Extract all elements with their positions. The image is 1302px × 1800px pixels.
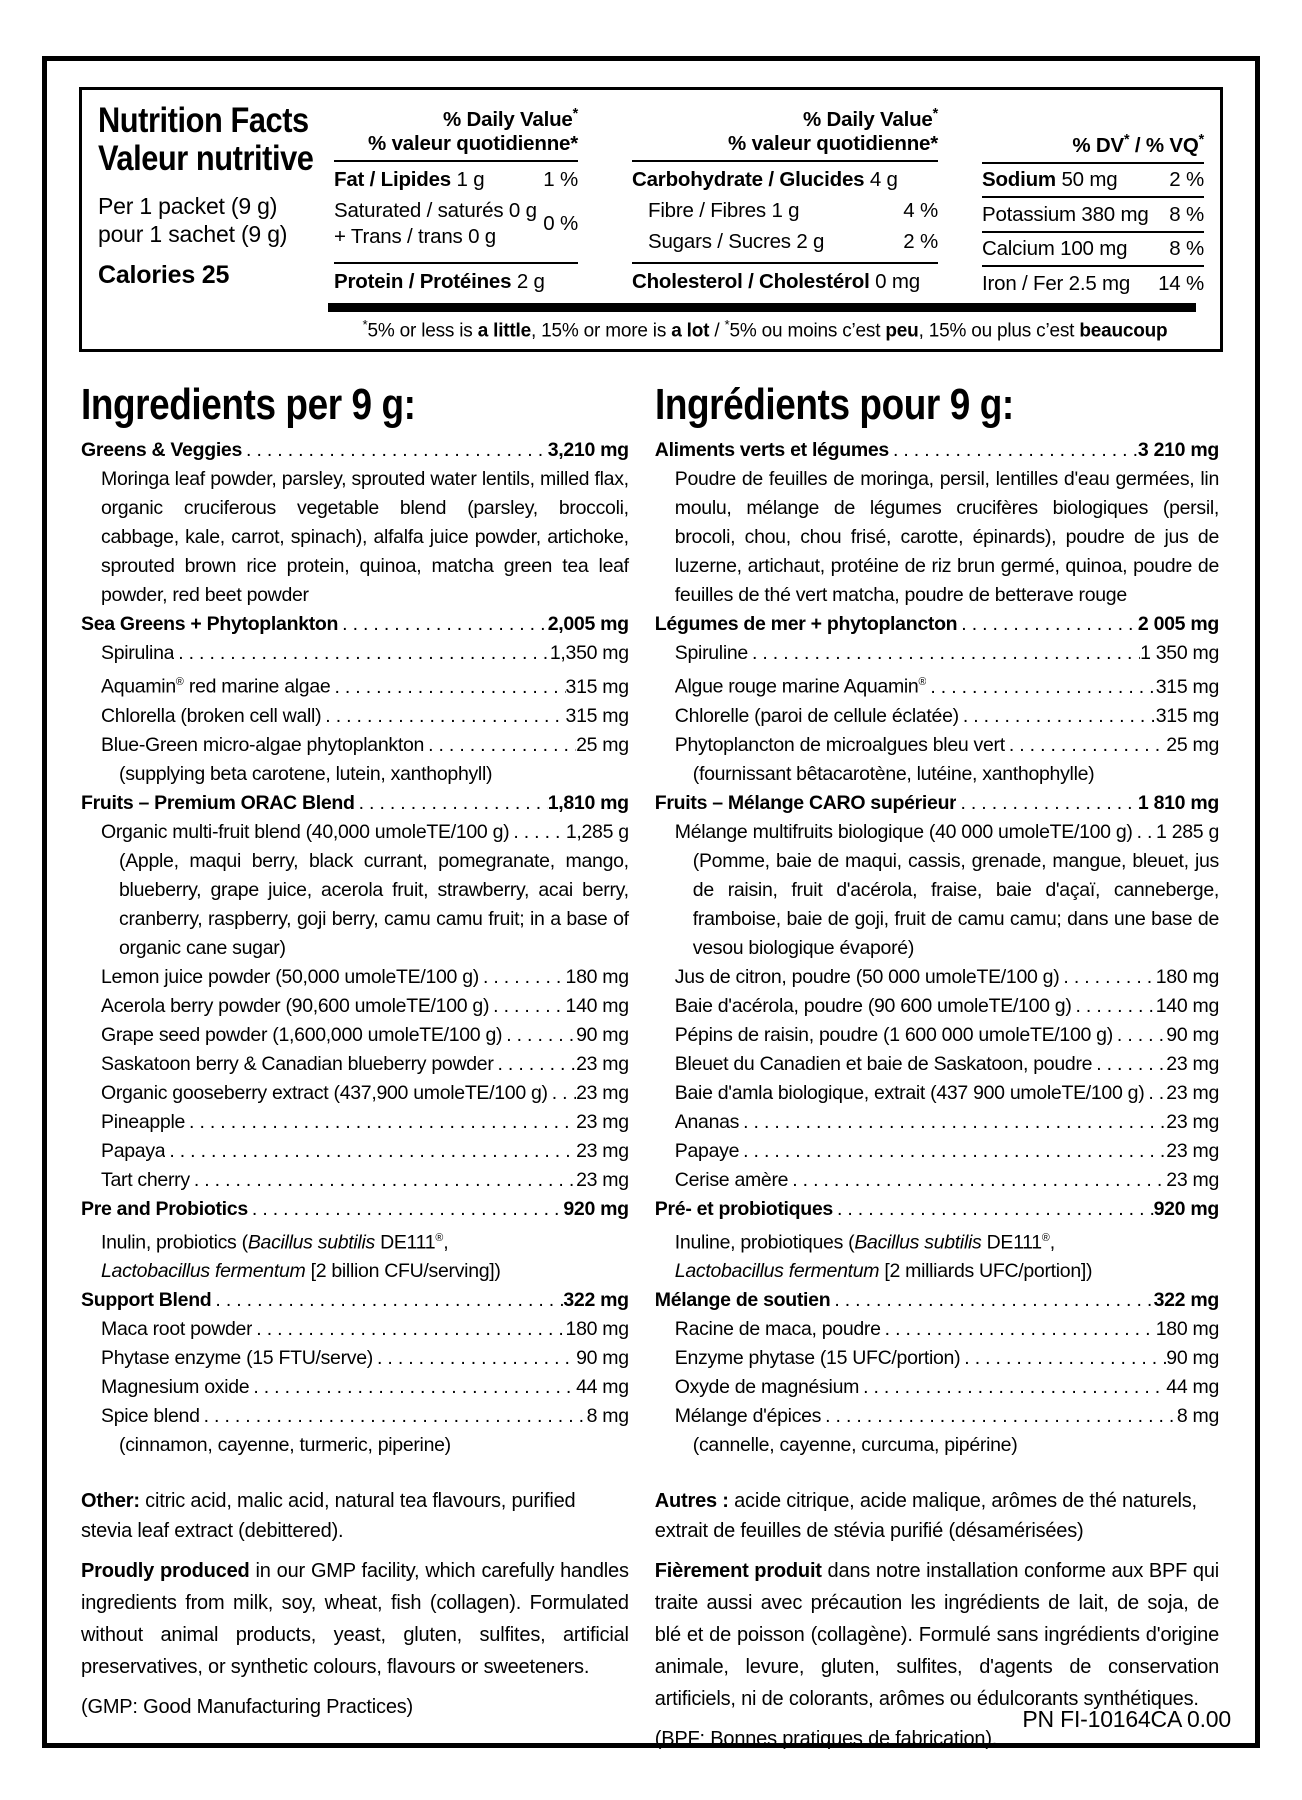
ingredient-name: Mélange d'épices xyxy=(674,1405,822,1428)
ingredient-amount: 920 mg xyxy=(563,1197,629,1220)
ingredient-name: (fournissant bêtacarotène, lutéine, xanthophylle) xyxy=(692,762,1095,785)
sodium-label: Sodium xyxy=(982,168,1056,192)
dot-leader xyxy=(190,1166,576,1195)
iron-row xyxy=(982,267,1204,300)
potassium-label: Potassium 380 mg xyxy=(982,202,1149,226)
panel-footer xyxy=(324,300,1206,349)
ingredient-name: Organic multi-fruit blend (40,000 umoleTE/100 g) xyxy=(101,820,510,843)
ingredient-amount: 322 mg xyxy=(563,1289,629,1312)
dot-leader xyxy=(489,992,565,1021)
protein-amount: 2 g xyxy=(511,270,545,293)
footnote-text: 5% or less is xyxy=(367,320,478,342)
ingredient-name: Oxyde de magnésium xyxy=(674,1376,860,1399)
dot-leader xyxy=(1144,1079,1166,1108)
dot-leader xyxy=(1059,963,1155,992)
ingredient-name: Phytase enzyme (15 FTU/serve) xyxy=(101,1347,373,1370)
ingredient-row xyxy=(81,668,629,702)
ingredient-name: Grape seed powder (1,600,000 umoleTE/100 g) xyxy=(101,1023,503,1046)
dot-leader xyxy=(926,673,1155,702)
ingredient-section-row xyxy=(655,436,1219,465)
ingredient-name: Légumes de mer + phytoplancton xyxy=(654,613,958,636)
dot-leader xyxy=(830,1286,1153,1315)
ingredient-section-row xyxy=(655,789,1219,818)
dot-leader xyxy=(1113,1021,1166,1050)
ingredient-name: Jus de citron, poudre (50 000 umoleTE/100 g) xyxy=(674,965,1060,988)
fat-dv: 1 % xyxy=(543,167,578,191)
ingredient-row xyxy=(655,1137,1219,1166)
dot-leader xyxy=(739,1108,1166,1137)
footnote-text: a little xyxy=(477,320,531,342)
footnote-text: , 15% ou plus c’est xyxy=(918,320,1080,342)
ingredient-row xyxy=(655,1315,1219,1344)
ingredient-amount: 90 mg xyxy=(1166,1347,1219,1370)
ingredient-amount: 23 mg xyxy=(1166,1052,1219,1075)
dot-leader xyxy=(889,436,1138,465)
ingredient-name: Algue rouge marine Aquamin® xyxy=(674,675,927,698)
panel-column-carbohydrate xyxy=(604,102,954,300)
dot-leader xyxy=(956,789,1137,818)
ingredient-row xyxy=(655,1257,1219,1286)
ingredient-name: Chlorelle (paroi de cellule éclatée) xyxy=(674,704,959,727)
ingredient-amount: 1 350 mg xyxy=(1140,642,1219,665)
dot-leader xyxy=(248,1195,563,1224)
ingredient-name: Mélange de soutien xyxy=(654,1289,831,1312)
dot-leader xyxy=(338,610,548,639)
ingredient-row xyxy=(655,1079,1219,1108)
ingredient-row xyxy=(81,1021,629,1050)
daily-value-header-2: % Daily Value* % valeur quotidienne* xyxy=(632,102,938,162)
ingredient-name: Papaye xyxy=(674,1139,740,1162)
ingredient-name: Baie d'amla biologique, extrait (437 900 umoleTE/100 g) xyxy=(674,1081,1145,1104)
ingredient-name: Fruits – Premium ORAC Blend xyxy=(81,791,355,814)
sugars-label: Sugars / Sucres 2 g xyxy=(648,229,825,253)
dot-leader xyxy=(739,1137,1166,1166)
ingredient-name: Cerise amère xyxy=(674,1168,789,1191)
ingredient-amount: 315 mg xyxy=(1155,675,1219,698)
ingredient-name: Fruits – Mélange CARO supérieur xyxy=(654,791,957,814)
ingredient-amount: 180 mg xyxy=(565,1318,629,1341)
ingredient-amount: 23 mg xyxy=(1166,1081,1219,1104)
other-ingredients-fr: Autres : acide citrique, acide malique, arômes de thé naturels, extrait de feuilles de stévia purifié (désamérisées) xyxy=(654,1490,1197,1543)
ingredient-row xyxy=(81,1373,629,1402)
fat-label: Fat / Lipides xyxy=(334,167,451,191)
ingredient-amount: 8 mg xyxy=(586,1405,629,1428)
calcium-label: Calcium 100 mg xyxy=(982,237,1128,261)
dot-leader xyxy=(242,436,548,465)
carbohydrate-label: Carbohydrate / Glucides xyxy=(632,167,865,191)
ingredient-amount: 180 mg xyxy=(565,965,629,988)
daily-value-header-en: % Daily Value* xyxy=(443,106,578,131)
ingredient-row xyxy=(655,1050,1219,1079)
ingredient-amount: 23 mg xyxy=(576,1081,629,1104)
dot-leader xyxy=(502,1021,576,1050)
produced-statement-fr: Fièrement produit dans notre installation conforme aux BPF qui traite aussi avec précaution les ingrédients de lait, de soja, de blé et de poisson (collagène). Formulé sans ingrédients d'origine animale, levure, gluten, sulfites, d'agents de conservation artificiels, ni de colorants, arômes ou édulcorants synthétiques. xyxy=(654,1560,1219,1711)
ingredient-row xyxy=(81,1137,629,1166)
ingredient-amount: 1 285 g xyxy=(1156,820,1219,843)
ingredients-en-column xyxy=(81,368,629,1763)
thick-divider-bar xyxy=(328,303,1196,312)
ingredient-name: Organic gooseberry extract (437,900 umoleTE/100 g) xyxy=(101,1081,548,1104)
ingredient-name: Lactobacillus fermentum [2 milliards UFC/portion]) xyxy=(674,1260,1093,1283)
ingredient-amount: 25 mg xyxy=(1166,733,1219,756)
saturated-trans-row xyxy=(334,195,578,253)
ingredient-name: Greens & Veggies xyxy=(81,439,243,462)
ingredient-row xyxy=(655,963,1219,992)
ingredient-amount: 8 mg xyxy=(1176,1405,1219,1428)
ingredient-row xyxy=(655,702,1219,731)
dot-leader xyxy=(957,610,1138,639)
ingredient-name: Tart cherry xyxy=(101,1168,190,1191)
cholesterol-row xyxy=(632,262,938,300)
dot-leader xyxy=(355,789,548,818)
nutrition-facts-grid xyxy=(82,90,1220,349)
ingredient-name: Inuline, probiotiques (Bacillus subtilis DE111®, xyxy=(674,1231,1055,1254)
nutrition-facts-panel xyxy=(79,87,1223,352)
ingredient-amount: 23 mg xyxy=(576,1168,629,1191)
ingredient-amount: 920 mg xyxy=(1153,1197,1219,1220)
ingredient-amount: 23 mg xyxy=(576,1110,629,1133)
ingredient-row xyxy=(81,1431,629,1460)
ingredient-amount: 2,005 mg xyxy=(547,613,629,636)
ingredient-name: (cannelle, cayenne, curcuma, pipérine) xyxy=(692,1434,1018,1457)
ingredient-amount: 180 mg xyxy=(1155,1318,1219,1341)
ingredient-section-row xyxy=(81,789,629,818)
sodium-dv: 2 % xyxy=(1169,168,1204,192)
potassium-dv: 8 % xyxy=(1169,202,1204,226)
other-lead-fr: Autres : xyxy=(654,1490,729,1513)
dot-leader xyxy=(509,818,566,847)
ingredient-section-row xyxy=(81,436,629,465)
dot-leader xyxy=(249,1373,576,1402)
ingredient-row xyxy=(655,731,1219,760)
ingredient-amount: 23 mg xyxy=(576,1052,629,1075)
ingredient-row xyxy=(655,639,1219,668)
ingredient-amount: 1,285 g xyxy=(565,820,629,843)
dot-leader xyxy=(1005,731,1166,760)
ingredient-row xyxy=(655,1224,1219,1258)
iron-label: Iron / Fer 2.5 mg xyxy=(982,271,1131,295)
ingredient-row xyxy=(81,1402,629,1431)
footnote-star: * xyxy=(724,317,730,332)
ingredient-name: Aquamin® red marine algae xyxy=(101,675,331,698)
ingredient-section-row xyxy=(655,610,1219,639)
dot-leader xyxy=(859,1373,1166,1402)
ingredient-amount: 44 mg xyxy=(576,1376,629,1399)
ingredient-row xyxy=(81,963,629,992)
ingredient-row xyxy=(81,1166,629,1195)
dot-leader xyxy=(373,1344,576,1373)
ingredient-amount: 180 mg xyxy=(1155,965,1219,988)
ingredient-row xyxy=(81,639,629,668)
protein-label: Protein / Protéines xyxy=(334,270,512,293)
serving-size xyxy=(98,192,314,248)
daily-value-footnote xyxy=(324,312,1206,349)
ingredient-amount: 23 mg xyxy=(1166,1110,1219,1133)
calcium-dv: 8 % xyxy=(1169,237,1204,261)
ingredient-amount: 140 mg xyxy=(565,994,629,1017)
ingredient-row xyxy=(655,668,1219,702)
ingredient-name: Moringa leaf powder, parsley, sprouted water lentils, milled flax, organic cruciferous vegetable blend (parsley, broccoli, cabbage, kale, carrot, spinach), alfalfa juice powder, artichoke, sprouted brown rice protein, quinoa, matcha green tea leaf powder, red beet powder xyxy=(101,468,629,607)
dot-leader xyxy=(211,1286,563,1315)
cholesterol-label: Cholesterol / Cholestérol xyxy=(632,270,870,293)
ingredient-name: Poudre de feuilles de moringa, persil, lentilles d'eau germées, lin moulu, mélange de légumes crucifères biologiques (persil, brocoli, chou, chou frisé, carotte, épinards), poudre de jus de luzerne, artichaut, protéine de riz brun germé, quinoa, poudre de feuilles de thé vert matcha, poudre de betterave rouge xyxy=(674,468,1219,607)
ingredient-name: Inulin, probiotics (Bacillus subtilis DE111®, xyxy=(101,1231,449,1254)
dot-leader xyxy=(494,1050,577,1079)
dv-vq-header: % DV* / % VQ* xyxy=(982,128,1204,164)
ingredient-description xyxy=(655,465,1219,610)
ingredient-row xyxy=(81,731,629,760)
ingredient-row xyxy=(81,702,629,731)
ingredient-row xyxy=(655,760,1219,789)
dot-leader xyxy=(479,963,566,992)
ingredient-section-row xyxy=(81,1286,629,1315)
serving-size-en: Per 1 packet (9 g) xyxy=(98,193,278,219)
ingredient-name: Enzyme phytase (15 UFC/portion) xyxy=(674,1347,961,1370)
ingredient-row xyxy=(81,1224,629,1258)
ingredient-amount: 90 mg xyxy=(1166,1023,1219,1046)
ingredient-name: Aliments verts et légumes xyxy=(654,439,889,462)
ingredient-section-row xyxy=(81,610,629,639)
dot-leader xyxy=(165,1137,576,1166)
ingredient-name: Bleuet du Canadien et baie de Saskatoon, poudre xyxy=(674,1052,1093,1075)
iron-dv: 14 % xyxy=(1158,271,1204,295)
ingredient-name: Support Blend xyxy=(81,1289,212,1312)
ingredient-row xyxy=(81,1315,629,1344)
ingredient-amount: 315 mg xyxy=(565,704,629,727)
panel-title-en: Nutrition Facts xyxy=(98,101,309,140)
ingredient-amount: 90 mg xyxy=(576,1347,629,1370)
fibre-row xyxy=(632,195,938,226)
ingredient-row xyxy=(81,1050,629,1079)
other-ingredients-en: Other: citric acid, malic acid, natural tea flavours, purified stevia leaf extract (debittered). xyxy=(81,1490,576,1543)
ingredient-description xyxy=(655,847,1219,963)
ingredient-amount: 1 810 mg xyxy=(1137,791,1219,814)
dot-leader xyxy=(960,1344,1166,1373)
ingredient-name: Ananas xyxy=(674,1110,740,1133)
gmp-note-en: (GMP: Good Manufacturing Practices) xyxy=(81,1696,414,1719)
serving-size-fr: pour 1 sachet (9 g) xyxy=(98,221,288,247)
footnote-text: 5% ou moins c’est xyxy=(729,320,886,342)
footnote-text: a lot xyxy=(671,320,710,342)
footnote-star: * xyxy=(572,106,578,122)
footnote-star: * xyxy=(1123,132,1130,148)
ingredient-name: (supplying beta carotene, lutein, xanthophyll) xyxy=(119,762,493,785)
ingredients-fr-list xyxy=(655,436,1219,1460)
produced-lead-en: Proudly produced xyxy=(81,1560,250,1583)
ingredient-name: Phytoplancton de microalgues bleu vert xyxy=(674,733,1005,756)
ingredient-row xyxy=(655,1402,1219,1431)
footnote-star: * xyxy=(932,106,938,122)
dot-leader xyxy=(788,1166,1166,1195)
ingredient-amount: 2 005 mg xyxy=(1137,613,1219,636)
daily-value-header-fr: % valeur quotidienne* xyxy=(368,131,578,155)
produced-statement-en: Proudly produced in our GMP facility, which carefully handles ingredients from milk, soy, wheat, fish (collagen). Formulated without animal products, yeast, gluten, sulfites, artificial preservatives, or synthetic colours, flavours or sweeteners. xyxy=(81,1560,629,1679)
ingredient-row xyxy=(81,818,629,847)
ingredient-name: Sea Greens + Phytoplankton xyxy=(81,613,339,636)
ingredient-row xyxy=(655,1166,1219,1195)
saturated-trans-dv: 0 % xyxy=(543,211,578,235)
ingredient-amount: 3,210 mg xyxy=(547,439,629,462)
protein-row xyxy=(334,262,578,300)
dot-leader xyxy=(959,702,1156,731)
ingredient-row xyxy=(655,1431,1219,1460)
trans-label: + Trans / trans 0 g xyxy=(334,224,496,248)
carbohydrate-row xyxy=(632,164,938,195)
ingredient-description xyxy=(81,847,629,963)
ingredient-amount: 140 mg xyxy=(1155,994,1219,1017)
ingredient-name: Racine de maca, poudre xyxy=(674,1318,881,1341)
produced-lead-fr: Fièrement produit xyxy=(654,1560,822,1583)
ingredient-name: Pre and Probiotics xyxy=(81,1197,248,1220)
ingredient-amount: 23 mg xyxy=(1166,1139,1219,1162)
sodium-amount: 50 mg xyxy=(1055,168,1118,192)
potassium-row xyxy=(982,198,1204,233)
ingredient-name: (Pomme, baie de maqui, cassis, grenade, mangue, bleuet, jus de raisin, fruit d'acérola, fraise, baie d'açaï, canneberge, framboise, baie de goji, fruit de camu camu; dans une base de vesou biologique évaporé) xyxy=(692,849,1219,959)
ingredient-name: Pépins de raisin, poudre (1 600 000 umoleTE/100 g) xyxy=(674,1023,1113,1046)
ingredient-name: Spice blend xyxy=(101,1405,200,1428)
footnote-star: * xyxy=(1198,132,1204,148)
dot-leader xyxy=(424,731,576,760)
ingredient-amount: 90 mg xyxy=(576,1023,629,1046)
ingredient-name: Magnesium oxide xyxy=(101,1376,250,1399)
dot-leader xyxy=(881,1315,1156,1344)
ingredient-name: Maca root powder xyxy=(101,1318,253,1341)
ingredient-amount: 44 mg xyxy=(1166,1376,1219,1399)
ingredients-en-heading: Ingredients per 9 g: xyxy=(81,380,416,430)
ingredient-name: Lemon juice powder (50,000 umoleTE/100 g) xyxy=(101,965,479,988)
ingredient-name: Mélange multifruits biologique (40 000 umoleTE/100 g) xyxy=(674,820,1133,843)
fibre-dv: 4 % xyxy=(903,198,938,222)
footnote-text: , 15% or more is xyxy=(531,320,672,342)
sodium-row xyxy=(982,164,1204,199)
sugars-dv: 2 % xyxy=(903,229,938,253)
panel-column-title xyxy=(98,102,324,300)
ingredient-row xyxy=(81,760,629,789)
dot-leader xyxy=(200,1402,587,1431)
daily-value-header xyxy=(334,102,578,162)
label-border xyxy=(42,56,1260,1751)
ingredient-name: Papaya xyxy=(101,1139,166,1162)
ingredients-en-notes xyxy=(81,1486,629,1722)
panel-title-fr: Valeur nutritive xyxy=(98,139,314,178)
ingredient-name: (Apple, maqui berry, black currant, pomegranate, mango, blueberry, grape juice, acerola fruit, strawberry, acai berry, cranberry, raspberry, goji berry, camu camu fruit; in a base of organic cane sugar) xyxy=(119,849,629,959)
ingredient-name: Chlorella (broken cell wall) xyxy=(101,704,322,727)
panel-column-fat xyxy=(324,102,604,300)
ingredient-amount: 1,350 mg xyxy=(549,642,629,665)
ingredients-en-list xyxy=(81,436,629,1460)
ingredient-row xyxy=(81,1108,629,1137)
other-lead-en: Other: xyxy=(81,1490,140,1513)
ingredients-section xyxy=(81,368,1219,1763)
ingredient-description xyxy=(81,465,629,610)
dot-leader xyxy=(748,639,1140,668)
fat-amount: 1 g xyxy=(451,167,485,191)
ingredient-row xyxy=(655,1021,1219,1050)
ingredient-row xyxy=(655,818,1219,847)
calories-value: Calories 25 xyxy=(98,261,230,289)
ingredient-row xyxy=(81,1079,629,1108)
panel-column-minerals xyxy=(954,102,1206,300)
carbohydrate-amount: 4 g xyxy=(864,167,898,191)
ingredient-row xyxy=(81,1257,629,1286)
ingredients-fr-column xyxy=(655,368,1219,1763)
dot-leader xyxy=(252,1315,565,1344)
ingredient-amount: 1,810 mg xyxy=(547,791,629,814)
panel-title xyxy=(98,101,314,178)
saturated-label: Saturated / saturés 0 g xyxy=(334,198,537,222)
dot-leader xyxy=(548,1079,576,1108)
dot-leader xyxy=(330,673,565,702)
ingredient-name: Acerola berry powder (90,600 umoleTE/100 g) xyxy=(101,994,490,1017)
ingredient-name: Saskatoon berry & Canadian blueberry powder xyxy=(101,1052,494,1075)
ingredient-name: Blue-Green micro-algae phytoplankton xyxy=(101,733,425,756)
ingredient-name: Pré- et probiotiques xyxy=(654,1197,833,1220)
footnote-text: beaucoup xyxy=(1079,320,1168,342)
ingredient-amount: 322 mg xyxy=(1153,1289,1219,1312)
ingredient-amount: 23 mg xyxy=(576,1139,629,1162)
fibre-label: Fibre / Fibres 1 g xyxy=(648,198,800,222)
dot-leader xyxy=(1072,992,1156,1021)
cholesterol-amount: 0 mg xyxy=(869,270,920,293)
fat-row xyxy=(334,164,578,195)
product-code: PN FI-10164CA 0.00 xyxy=(1022,1706,1231,1732)
ingredient-name: Pineapple xyxy=(101,1110,186,1133)
ingredient-row xyxy=(655,992,1219,1021)
ingredient-section-row xyxy=(655,1195,1219,1224)
ingredient-section-row xyxy=(81,1195,629,1224)
calcium-row xyxy=(982,233,1204,268)
footnote-text: peu xyxy=(885,320,919,342)
ingredients-fr-heading: Ingrédients pour 9 g: xyxy=(654,380,1014,430)
ingredient-row xyxy=(655,1108,1219,1137)
ingredient-row xyxy=(655,1373,1219,1402)
bpf-note-fr: (BPF: Bonnes pratiques de fabrication). xyxy=(654,1728,998,1751)
ingredient-row xyxy=(81,1344,629,1373)
footnote-star: * xyxy=(362,317,368,332)
ingredient-row xyxy=(655,1344,1219,1373)
footnote-text: / xyxy=(709,320,725,342)
ingredient-name: Lactobacillus fermentum [2 billion CFU/serving]) xyxy=(101,1260,501,1283)
ingredient-name: Baie d'acérola, poudre (90 600 umoleTE/100 g) xyxy=(674,994,1072,1017)
ingredient-section-row xyxy=(655,1286,1219,1315)
ingredient-amount: 3 210 mg xyxy=(1137,439,1219,462)
dot-leader xyxy=(174,639,550,668)
dot-leader xyxy=(185,1108,576,1137)
ingredient-amount: 315 mg xyxy=(565,675,629,698)
ingredient-name: Spiruline xyxy=(674,642,748,665)
dot-leader xyxy=(821,1402,1177,1431)
dot-leader xyxy=(833,1195,1154,1224)
sugars-row xyxy=(632,226,938,257)
ingredient-row xyxy=(81,992,629,1021)
ingredient-name: Spirulina xyxy=(101,642,175,665)
ingredient-amount: 23 mg xyxy=(1166,1168,1219,1191)
ingredient-amount: 315 mg xyxy=(1155,704,1219,727)
dot-leader xyxy=(1092,1050,1166,1079)
dot-leader xyxy=(321,702,565,731)
ingredient-amount: 25 mg xyxy=(576,733,629,756)
dot-leader xyxy=(1133,818,1156,847)
ingredient-name: (cinnamon, cayenne, turmeric, piperine) xyxy=(119,1434,451,1457)
